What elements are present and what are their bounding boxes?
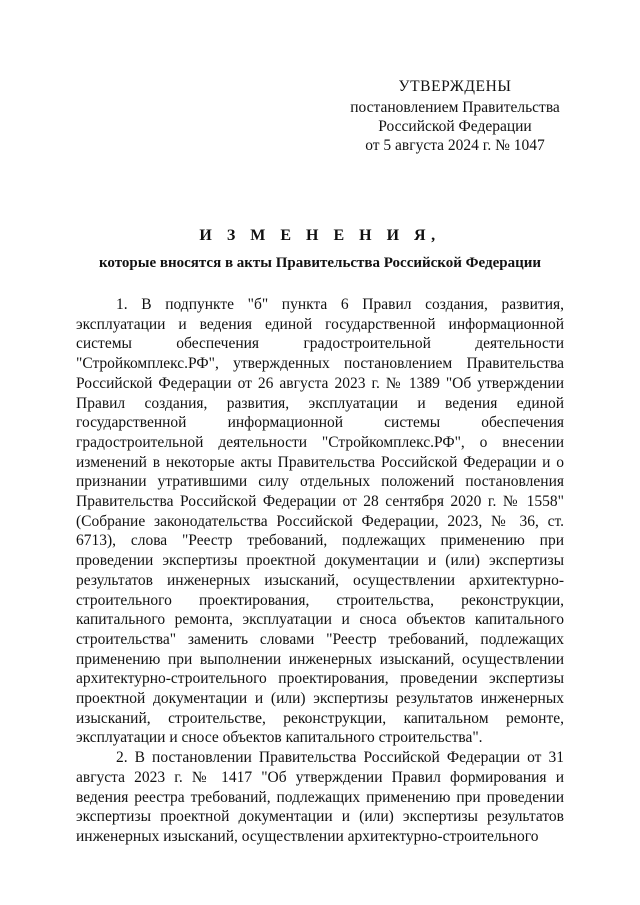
approval-date-number: от 5 августа 2024 г. № 1047 [365, 137, 545, 154]
paragraph-2: 2. В постановлении Правительства Российской Федерации от 31 августа 2023 г. № 1417 "Об утверждении Правил формирования и ведения реестра требований, подлежащих применению при проведении экспертизы проектной документации и (или) экспертизы результатов инженерных изысканий, осуществлении архитектурно-строительного [76, 749, 564, 845]
document-body [76, 295, 564, 847]
approval-authority: постановлением Правительства [350, 99, 560, 116]
document-heading [0, 226, 640, 273]
approval-stamp: УТВЕРЖДЕНЫ [398, 78, 512, 95]
document-title: И З М Е Н Е Н И Я, [199, 227, 441, 244]
document-subtitle: которые вносятся в акты Правительства Российской Федерации [98, 255, 542, 271]
approval-country: Российской Федерации [378, 118, 532, 135]
approval-block [330, 77, 580, 155]
paragraph-1: 1. В подпункте "б" пункта 6 Правил создания, развития, эксплуатации и ведения единой государственной информационной системы обеспечения градостроительной деятельности "Стройкомплекс.РФ", утвержденных постановлением Правительства Российской Федерации от 26 августа 2023 г. № 1389 "Об утверждении Правил создания, развития, эксплуатации и ведения единой государственной информационной системы обеспечения градостроительной деятельности "Стройкомплекс.РФ", о внесении изменений в некоторые акты Правительства Российской Федерации и о признании утратившими силу отдельных положений постановления Правительства Российской Федерации от 28 сентября 2020 г. № 1558" (Собрание законодательства Российской Федерации, 2023, № 36, ст. 6713), слова "Реестр требований, подлежащих применению при проведении экспертизы проектной документации и (или) экспертизы результатов инженерных изысканий, осуществлении архитектурно-строительного проектирования, строительства, реконструкции, капитального ремонта, эксплуатации и сноса объектов капитального строительства" заменить словами "Реестр требований, подлежащих применению при выполнении инженерных изысканий, осуществлении архитектурно-строительного проектирования, проведении экспертизы проектной документации и (или) экспертизы результатов инженерных изысканий, строительстве, реконструкции, капитальном ремонте, эксплуатации и сносе объектов капитального строительства". [76, 296, 564, 747]
